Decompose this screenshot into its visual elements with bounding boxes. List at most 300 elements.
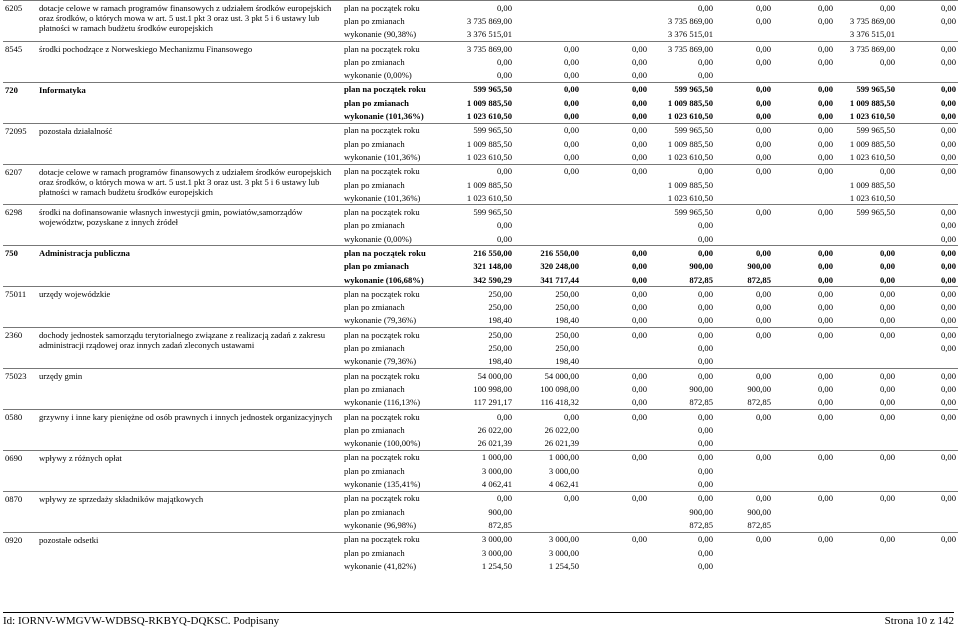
amount-cell: 0,00 [773, 532, 835, 546]
amount-cell: 250,00 [488, 343, 512, 354]
amount-cell: 1 009 885,50 [849, 179, 895, 190]
amount-cell: 0,00 [715, 246, 773, 260]
amount-cell: 0,00 [631, 97, 647, 108]
amount-cell: 250,00 [555, 343, 579, 354]
amount-cell: 0,00 [755, 111, 771, 122]
amount-cell: 599 965,50 [835, 205, 897, 219]
amount-cell [715, 178, 773, 191]
amount-cell: 0,00 [697, 70, 713, 81]
amount-cell: 26 022,00 [477, 424, 512, 435]
amount-cell: 3 735 869,00 [849, 15, 895, 26]
amount-cell [514, 219, 581, 232]
amount-cell: 100 098,00 [540, 383, 579, 394]
amount-cell: 1 023 610,50 [849, 111, 895, 122]
amount-cell [773, 559, 835, 572]
row-label: plan po zmianach [344, 302, 405, 313]
row-label: plan po zmianach [344, 15, 405, 26]
row-label: plan na początek roku [342, 205, 458, 219]
amount-cell [581, 518, 649, 532]
amount-cell: 0,00 [581, 123, 649, 137]
amount-cell [835, 437, 897, 451]
row-label: plan na początek roku [342, 123, 458, 137]
amount-cell: 0,00 [496, 220, 512, 231]
amount-cell: 0,00 [817, 302, 833, 313]
amount-cell: 0,00 [879, 397, 895, 408]
amount-cell: 0,00 [897, 123, 958, 137]
amount-cell [773, 355, 835, 369]
amount-cell: 250,00 [555, 302, 579, 313]
amount-cell: 0,00 [514, 491, 581, 505]
amount-cell [773, 28, 835, 42]
row-label: plan na początek roku [342, 450, 458, 464]
amount-cell [835, 518, 897, 532]
amount-cell: 54 000,00 [514, 369, 581, 383]
row-label: plan na początek roku [342, 532, 458, 546]
amount-cell [581, 505, 649, 518]
amount-cell: 0,00 [940, 15, 956, 26]
amount-cell: 3 735 869,00 [835, 41, 897, 55]
amount-cell: 0,00 [817, 15, 833, 26]
amount-cell: 0,00 [715, 491, 773, 505]
page-number: Strona 10 z 142 [884, 615, 954, 627]
classification-code: 750 [3, 246, 37, 287]
amount-cell: 0,00 [581, 409, 649, 423]
amount-cell: 0,00 [581, 82, 649, 96]
amount-cell: 0,00 [697, 424, 713, 435]
amount-cell [773, 341, 835, 354]
amount-cell [715, 355, 773, 369]
classification-code: 6298 [3, 205, 37, 246]
amount-cell [773, 437, 835, 451]
row-label: plan po zmianach [344, 343, 405, 354]
amount-cell: 0,00 [496, 56, 512, 67]
amount-cell [581, 437, 649, 451]
amount-cell: 0,00 [897, 369, 958, 383]
classification-description: wpływy ze sprzedaży składników majątkowych [37, 491, 342, 532]
classification-code: 8545 [3, 41, 37, 82]
classification-code: 720 [3, 82, 37, 123]
amount-cell [715, 232, 773, 246]
amount-cell: 1 009 885,50 [466, 179, 512, 190]
amount-cell: 0,00 [897, 1, 958, 15]
amount-cell: 0,00 [773, 491, 835, 505]
table-row [3, 450, 958, 464]
amount-cell: 0,00 [817, 383, 833, 394]
row-label: wykonanie (90,38%) [344, 29, 417, 40]
amount-cell: 872,85 [689, 397, 713, 408]
classification-code: 72095 [3, 123, 37, 164]
amount-cell: 0,00 [897, 409, 958, 423]
amount-cell [581, 355, 649, 369]
amount-cell [835, 505, 897, 518]
row-label: plan na początek roku [342, 409, 458, 423]
classification-description: Informatyka [37, 82, 342, 123]
amount-cell: 0,00 [649, 532, 715, 546]
amount-cell: 0,00 [773, 369, 835, 383]
amount-cell [773, 191, 835, 205]
amount-cell: 3 000,00 [481, 547, 512, 558]
amount-cell: 0,00 [755, 97, 771, 108]
amount-cell: 26 021,39 [544, 438, 579, 449]
amount-cell: 1 023 610,50 [667, 111, 713, 122]
amount-cell: 599 965,50 [835, 82, 897, 96]
amount-cell: 0,00 [817, 274, 833, 285]
amount-cell: 900,00 [747, 506, 771, 517]
amount-cell: 117 291,17 [473, 397, 512, 408]
amount-cell: 0,00 [631, 151, 647, 162]
amount-cell [773, 68, 835, 82]
amount-cell [715, 341, 773, 354]
amount-cell [581, 191, 649, 205]
amount-cell: 250,00 [514, 287, 581, 301]
amount-cell [581, 28, 649, 42]
amount-cell: 0,00 [835, 328, 897, 342]
amount-cell: 0,00 [940, 274, 956, 285]
row-label: wykonanie (0,00%) [344, 70, 412, 81]
classification-description: środki na dofinansowanie własnych inwestycji gmin, powiatów,samorządów województw, pozyskane z innych źródeł [37, 205, 342, 246]
classification-description: pozostała działalność [37, 123, 342, 164]
amount-cell: 198,40 [555, 356, 579, 367]
amount-cell [835, 355, 897, 369]
amount-cell [897, 464, 958, 477]
document-id: Id: IORNV-WMGVW-WDBSQ-RKBYQ-DQKSC. Podpisany [3, 615, 280, 627]
amount-cell: 1 009 885,50 [849, 97, 895, 108]
row-label: wykonanie (96,98%) [344, 519, 417, 530]
amount-cell: 599 965,50 [458, 205, 514, 219]
amount-cell: 0,00 [897, 164, 958, 178]
amount-cell: 0,00 [897, 491, 958, 505]
table-row [3, 164, 958, 178]
amount-cell: 0,00 [773, 1, 835, 15]
amount-cell [773, 178, 835, 191]
row-label: plan po zmianach [344, 220, 405, 231]
row-label: plan na początek roku [342, 328, 458, 342]
amount-cell: 0,00 [563, 70, 579, 81]
amount-cell: 250,00 [514, 328, 581, 342]
amount-cell: 3 000,00 [458, 532, 514, 546]
amount-cell [897, 505, 958, 518]
amount-cell: 0,00 [715, 328, 773, 342]
amount-cell [897, 178, 958, 191]
amount-cell: 0,00 [514, 82, 581, 96]
amount-cell: 0,00 [897, 328, 958, 342]
amount-cell: 0,00 [631, 70, 647, 81]
amount-cell [514, 14, 581, 27]
amount-cell: 0,00 [897, 82, 958, 96]
amount-cell: 0,00 [773, 287, 835, 301]
amount-cell: 0,00 [514, 123, 581, 137]
amount-cell: 599 965,50 [649, 123, 715, 137]
amount-cell: 0,00 [581, 41, 649, 55]
amount-cell: 0,00 [773, 246, 835, 260]
row-label: wykonanie (100,00%) [344, 438, 421, 449]
table-row [3, 532, 958, 546]
amount-cell: 0,00 [755, 151, 771, 162]
amount-cell: 1 023 610,50 [667, 192, 713, 203]
amount-cell [715, 68, 773, 82]
table-row [3, 205, 958, 219]
amount-cell: 900,00 [747, 383, 771, 394]
amount-cell: 321 148,00 [473, 261, 512, 272]
amount-cell: 0,00 [940, 138, 956, 149]
amount-cell: 0,00 [631, 56, 647, 67]
amount-cell [715, 191, 773, 205]
row-label: plan na początek roku [342, 82, 458, 96]
amount-cell: 0,00 [897, 450, 958, 464]
amount-cell [897, 28, 958, 42]
amount-cell [514, 1, 581, 15]
classification-code: 0920 [3, 532, 37, 572]
amount-cell [581, 14, 649, 27]
amount-cell: 3 376 515,01 [849, 29, 895, 40]
amount-cell: 0,00 [631, 138, 647, 149]
amount-cell: 1 023 610,50 [466, 111, 512, 122]
amount-cell: 4 062,41 [481, 479, 512, 490]
amount-cell [715, 219, 773, 232]
amount-cell: 0,00 [697, 465, 713, 476]
amount-cell: 0,00 [514, 409, 581, 423]
amount-cell: 0,00 [835, 491, 897, 505]
amount-cell: 1 000,00 [514, 450, 581, 464]
amount-cell: 0,00 [649, 164, 715, 178]
row-label: plan po zmianach [344, 179, 405, 190]
amount-cell: 0,00 [649, 328, 715, 342]
row-label: plan na początek roku [342, 41, 458, 55]
amount-cell: 0,00 [563, 138, 579, 149]
amount-cell [715, 559, 773, 572]
amount-cell [715, 546, 773, 559]
amount-cell: 0,00 [755, 56, 771, 67]
row-label: wykonanie (0,00%) [344, 233, 412, 244]
amount-cell: 0,00 [835, 409, 897, 423]
amount-cell [897, 355, 958, 369]
classification-description: dotacje celowe w ramach programów finansowych z udziałem środków europejskich oraz środków, o których mowa w art. 5 ust.1 pkt 3 oraz ust. 3 pkt 5 i 6 ustawy lub płatności w ramach budżetu środków europejskich [37, 1, 342, 42]
amount-cell: 900,00 [689, 383, 713, 394]
amount-cell: 0,00 [715, 41, 773, 55]
amount-cell [835, 546, 897, 559]
amount-cell: 0,00 [773, 409, 835, 423]
amount-cell: 0,00 [631, 111, 647, 122]
row-label: plan na początek roku [342, 164, 458, 178]
amount-cell: 26 022,00 [544, 424, 579, 435]
amount-cell: 0,00 [496, 233, 512, 244]
amount-cell: 0,00 [897, 287, 958, 301]
amount-cell: 342 590,29 [473, 274, 512, 285]
amount-cell: 1 000,00 [458, 450, 514, 464]
amount-cell: 0,00 [697, 438, 713, 449]
amount-cell [773, 477, 835, 491]
amount-cell: 1 009 885,50 [466, 138, 512, 149]
amount-cell: 0,00 [514, 41, 581, 55]
amount-cell [897, 559, 958, 572]
amount-cell [897, 191, 958, 205]
amount-cell: 250,00 [488, 302, 512, 313]
amount-cell: 1 023 610,50 [466, 192, 512, 203]
classification-description: dotacje celowe w ramach programów finansowych z udziałem środków europejskich oraz środków, o których mowa w art. 5 ust.1 pkt 3 oraz ust. 3 pkt 5 i 6 ustawy lub płatności w ramach budżetu środków europejskich [37, 164, 342, 205]
amount-cell: 0,00 [715, 1, 773, 15]
amount-cell: 0,00 [940, 315, 956, 326]
amount-cell: 0,00 [631, 261, 647, 272]
row-label: wykonanie (79,36%) [344, 356, 417, 367]
row-label: plan po zmianach [344, 506, 405, 517]
row-label: wykonanie (101,36%) [344, 151, 421, 162]
amount-cell: 250,00 [458, 328, 514, 342]
amount-cell: 0,00 [697, 479, 713, 490]
amount-cell [715, 477, 773, 491]
amount-cell: 872,85 [747, 274, 771, 285]
table-row [3, 1, 958, 15]
table-row [3, 246, 958, 260]
amount-cell: 0,00 [581, 450, 649, 464]
amount-cell: 0,00 [940, 151, 956, 162]
amount-cell [835, 477, 897, 491]
row-label: plan po zmianach [344, 56, 405, 67]
amount-cell: 0,00 [715, 205, 773, 219]
amount-cell: 0,00 [940, 111, 956, 122]
amount-cell: 0,00 [649, 369, 715, 383]
amount-cell: 872,85 [689, 519, 713, 530]
amount-cell: 320 248,00 [540, 261, 579, 272]
amount-cell: 0,00 [514, 164, 581, 178]
amount-cell: 0,00 [773, 164, 835, 178]
classification-description: urzędy wojewódzkie [37, 287, 342, 328]
amount-cell: 0,00 [773, 123, 835, 137]
amount-cell: 900,00 [689, 261, 713, 272]
amount-cell: 1 023 610,50 [849, 151, 895, 162]
row-label: wykonanie (101,36%) [344, 111, 424, 122]
amount-cell: 0,00 [715, 287, 773, 301]
amount-cell: 599 965,50 [835, 123, 897, 137]
amount-cell: 341 717,44 [540, 274, 579, 285]
amount-cell [514, 205, 581, 219]
page-footer [3, 612, 954, 627]
amount-cell: 0,00 [940, 261, 956, 272]
row-label: wykonanie (106,68%) [344, 274, 424, 285]
amount-cell: 0,00 [697, 302, 713, 313]
amount-cell: 0,00 [817, 315, 833, 326]
amount-cell [581, 546, 649, 559]
amount-cell: 0,00 [940, 56, 956, 67]
amount-cell: 0,00 [649, 491, 715, 505]
row-label: plan na początek roku [342, 491, 458, 505]
amount-cell: 0,00 [879, 261, 895, 272]
amount-cell: 0,00 [715, 532, 773, 546]
amount-cell: 900,00 [689, 506, 713, 517]
amount-cell: 1 254,50 [481, 560, 512, 571]
amount-cell: 0,00 [835, 246, 897, 260]
amount-cell: 0,00 [817, 261, 833, 272]
amount-cell: 0,00 [940, 97, 956, 108]
table-row [3, 41, 958, 55]
amount-cell: 198,40 [555, 315, 579, 326]
amount-cell [897, 68, 958, 82]
row-label: wykonanie (79,36%) [344, 315, 417, 326]
amount-cell: 100 998,00 [473, 383, 512, 394]
amount-cell: 3 000,00 [514, 532, 581, 546]
amount-cell: 0,00 [697, 56, 713, 67]
amount-cell: 0,00 [581, 491, 649, 505]
amount-cell [581, 559, 649, 572]
classification-code: 75023 [3, 369, 37, 410]
row-label: plan na początek roku [342, 369, 458, 383]
amount-cell: 26 021,39 [477, 438, 512, 449]
amount-cell: 0,00 [581, 532, 649, 546]
amount-cell: 0,00 [940, 302, 956, 313]
amount-cell: 0,00 [835, 450, 897, 464]
amount-cell: 3 000,00 [481, 465, 512, 476]
amount-cell [581, 477, 649, 491]
row-label: plan po zmianach [344, 97, 409, 108]
table-row [3, 369, 958, 383]
amount-cell: 0,00 [697, 547, 713, 558]
amount-cell: 0,00 [563, 97, 579, 108]
row-label: plan po zmianach [344, 261, 409, 272]
amount-cell [835, 341, 897, 354]
amount-cell [581, 219, 649, 232]
classification-description: środki pochodzące z Norweskiego Mechanizmu Finansowego [37, 41, 342, 82]
classification-code: 6207 [3, 164, 37, 205]
amount-cell [897, 477, 958, 491]
amount-cell: 0,00 [897, 205, 958, 219]
amount-cell: 0,00 [773, 82, 835, 96]
amount-cell [773, 518, 835, 532]
amount-cell: 0,00 [940, 397, 956, 408]
classification-description: pozostałe odsetki [37, 532, 342, 572]
amount-cell [581, 464, 649, 477]
amount-cell: 0,00 [755, 15, 771, 26]
amount-cell: 0,00 [755, 138, 771, 149]
amount-cell [514, 191, 581, 205]
classification-code: 0870 [3, 491, 37, 532]
amount-cell: 0,00 [458, 164, 514, 178]
amount-cell: 1 023 610,50 [849, 192, 895, 203]
amount-cell: 0,00 [563, 56, 579, 67]
amount-cell: 0,00 [563, 111, 579, 122]
amount-cell: 198,40 [488, 356, 512, 367]
amount-cell: 0,00 [835, 287, 897, 301]
amount-cell: 0,00 [697, 356, 713, 367]
amount-cell: 900,00 [747, 261, 771, 272]
amount-cell: 0,00 [835, 164, 897, 178]
amount-cell: 250,00 [458, 287, 514, 301]
amount-cell: 1 023 610,50 [667, 151, 713, 162]
amount-cell: 0,00 [817, 138, 833, 149]
amount-cell [581, 341, 649, 354]
amount-cell: 3 376 515,01 [466, 29, 512, 40]
amount-cell: 0,00 [940, 343, 956, 354]
row-label: plan po zmianach [344, 383, 405, 394]
row-label: wykonanie (116,13%) [344, 397, 421, 408]
amount-cell: 3 000,00 [548, 547, 579, 558]
amount-cell [897, 546, 958, 559]
amount-cell: 1 009 885,50 [667, 138, 713, 149]
amount-cell: 0,00 [879, 302, 895, 313]
amount-cell: 0,00 [581, 246, 649, 260]
amount-cell: 0,00 [715, 369, 773, 383]
amount-cell [715, 423, 773, 436]
amount-cell: 0,00 [715, 82, 773, 96]
amount-cell [514, 232, 581, 246]
amount-cell [581, 205, 649, 219]
amount-cell [581, 1, 649, 15]
amount-cell: 0,00 [879, 56, 895, 67]
amount-cell: 0,00 [715, 450, 773, 464]
amount-cell: 0,00 [697, 220, 713, 231]
amount-cell: 216 550,00 [514, 246, 581, 260]
amount-cell: 3 735 869,00 [667, 15, 713, 26]
amount-cell: 0,00 [879, 274, 895, 285]
amount-cell: 0,00 [773, 205, 835, 219]
